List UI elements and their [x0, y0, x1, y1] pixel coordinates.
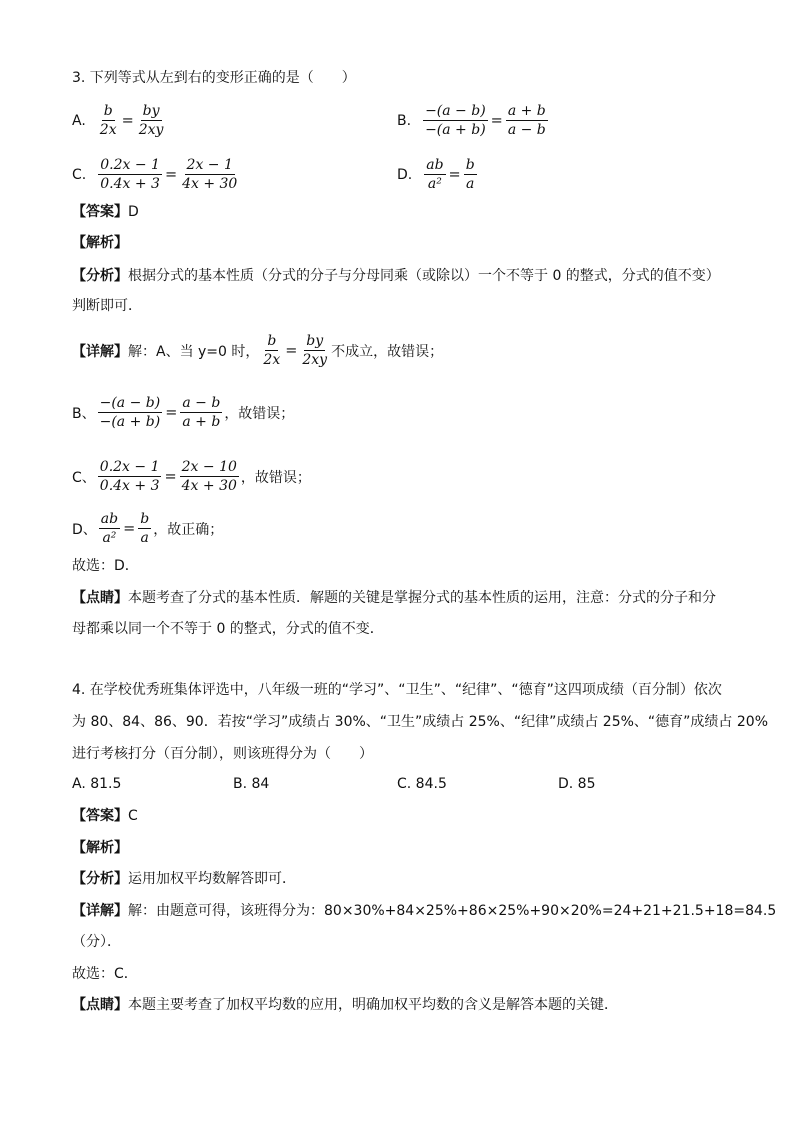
fraction	[424, 156, 445, 193]
detail-a-suffix: 不成立，故错误；	[331, 343, 444, 360]
fenxi-tag: 【分析】	[72, 871, 128, 887]
q3-analysis-tag: 【解析】	[72, 235, 128, 251]
q4-choice-b: B. 84	[233, 776, 270, 792]
q3-stem: 3. 下列等式从左到右的变形正确的是（ ）	[72, 70, 356, 86]
q4-choose: 故选：C．	[72, 966, 138, 982]
q3-choose: 故选：D．	[72, 558, 139, 574]
fraction	[180, 156, 239, 193]
dianjing-text: 本题考查了分式的基本性质．解题的关键是掌握分式的基本性质的运用，注意：分式的分子和分	[128, 590, 716, 606]
denominator: 2x	[99, 122, 117, 138]
q3-option-d: D. $\frac{ab}{\text{a²}}$ = $\frac{b}{a}$	[397, 157, 475, 192]
fraction	[180, 458, 239, 495]
option-label: D.	[397, 166, 413, 183]
detail-tag: 【详解】	[72, 343, 128, 360]
q4-stem-2: 为 80、84、86、90．若按“学习”成绩占 30%、“卫生”成绩占 25%、“纪律”成绩占 25%、“德育”成绩占 20%	[72, 714, 768, 730]
denominator: 0.4x + 3	[99, 478, 160, 494]
option-label: B.	[397, 112, 412, 129]
numerator: by	[142, 103, 160, 119]
answer-value: D	[128, 204, 139, 220]
fraction	[464, 156, 477, 193]
fenxi-text: 运用加权平均数解答即可．	[128, 871, 296, 887]
detail-d-suffix: ，故正确；	[153, 521, 224, 538]
q4-choice-a: A. 81.5	[72, 776, 122, 792]
q3-fenxi-cont: 判断即可．	[72, 298, 142, 314]
denominator: 2x	[263, 352, 281, 368]
denominator: 2xy	[138, 122, 164, 138]
detail-d-prefix: D、	[72, 521, 97, 538]
q4-detail-cont: （分）．	[72, 934, 121, 950]
q4-choice-c: C. 84.5	[397, 776, 447, 792]
fraction	[180, 394, 222, 431]
q4-dianjing	[72, 995, 618, 1015]
numerator: −(a − b)	[99, 395, 161, 411]
answer-value: C	[128, 808, 138, 824]
q4-stem-1: 4. 在学校优秀班集体评选中，八年级一班的“学习”、“卫生”、“纪律”、“德育”这四项成绩（百分制）依次	[72, 682, 722, 698]
numerator: b	[267, 333, 277, 349]
q4-analysis-tag: 【解析】	[72, 840, 128, 856]
denominator: a − b	[507, 122, 546, 138]
answer-tag: 【答案】	[72, 204, 128, 220]
denominator: 4x + 30	[181, 478, 237, 494]
numerator: a + b	[507, 103, 546, 119]
denominator: 4x + 30	[182, 176, 238, 192]
numerator: −(a − b)	[425, 103, 486, 119]
denominator: a²	[102, 530, 117, 546]
q3-fenxi	[72, 266, 720, 286]
dianjing-tag: 【点睛】	[72, 997, 128, 1013]
numerator: 2x − 10	[181, 459, 237, 475]
numerator: ab	[426, 157, 444, 173]
q4-fenxi	[72, 869, 296, 889]
numerator: b	[465, 157, 475, 173]
fraction	[98, 156, 162, 193]
fenxi-tag: 【分析】	[72, 268, 128, 284]
fraction	[261, 332, 282, 369]
denominator: a	[140, 530, 149, 546]
numerator: by	[306, 333, 324, 349]
answer-tag: 【答案】	[72, 808, 128, 824]
detail-text: 解：由题意可得，该班得分为：80×30%+84×25%+86×25%+90×20%=24+21+21.5+18=84.5	[128, 903, 777, 919]
detail-c-suffix: ，故错误；	[240, 469, 311, 486]
fraction	[98, 394, 163, 431]
denominator: −(a + b)	[99, 414, 161, 430]
detail-c-prefix: C、	[72, 469, 96, 486]
denominator: 0.4x + 3	[100, 176, 160, 192]
detail-b-prefix: B、	[72, 405, 96, 422]
denominator: a	[466, 176, 475, 192]
denominator: a + b	[182, 414, 221, 430]
numerator: 2x − 1	[186, 157, 233, 173]
q4-detail	[72, 901, 776, 921]
dianjing-tag: 【点睛】	[72, 590, 128, 606]
q3-detail-c: C、 $\frac{0.2x - 1}{0.4x + 3}$ = $\frac{2x - 10}{4x + 30}$ ，故错误；	[72, 459, 311, 494]
numerator: b	[103, 103, 113, 119]
option-label: C.	[72, 166, 87, 183]
dianjing-text: 本题主要考查了加权平均数的应用，明确加权平均数的含义是解答本题的关键．	[128, 997, 618, 1013]
q3-detail-a: 【详解】 解：A、当 y=0 时， $\frac{b}{2x}$ = $\frac{by}{2xy}$ 不成立，故错误；	[72, 333, 444, 368]
numerator: 0.2x − 1	[100, 157, 160, 173]
fraction	[98, 102, 119, 139]
q3-option-a: A. $\frac{b}{2x}$ = $\frac{by}{2xy}$	[72, 103, 164, 138]
q4-choice-d: D. 85	[558, 776, 596, 792]
q3-option-b: B. $\frac{-(a - b)}{-(a + b)}$ = $\frac{a + b}{a - b}$	[397, 103, 546, 138]
detail-tag: 【详解】	[72, 903, 128, 919]
fraction	[423, 102, 488, 139]
fraction	[138, 510, 151, 547]
numerator: ab	[100, 511, 119, 527]
detail-a-prefix: 解：A、当 y=0 时，	[128, 343, 260, 360]
fraction	[98, 458, 162, 495]
denominator: a²	[427, 176, 442, 192]
q3-option-c: C. $\frac{0.2x - 1}{0.4x + 3}$ = $\frac{2x - 1}{4x + 30}$	[72, 157, 238, 192]
q3-dianjing	[72, 588, 716, 608]
q3-dianjing-cont: 母都乘以同一个不等于 0 的整式，分式的值不变．	[72, 621, 384, 637]
denominator: −(a + b)	[425, 122, 486, 138]
fenxi-text: 根据分式的基本性质（分式的分子与分母同乘（或除以）一个不等于 0 的整式，分式的值不变）	[128, 268, 720, 284]
detail-b-suffix: ，故错误；	[224, 405, 295, 422]
q4-stem-3: 进行考核打分（百分制），则该班得分为（ ）	[72, 746, 373, 762]
numerator: a − b	[182, 395, 221, 411]
q4-answer	[72, 806, 138, 826]
fraction	[137, 102, 166, 139]
q3-detail-d: D、 $\frac{ab}{\text{a²}}$ = $\frac{b}{a}$ ，故正确；	[72, 511, 224, 546]
numerator: 0.2x − 1	[99, 459, 160, 475]
q3-detail-b: B、 $\frac{-(a - b)}{-(a + b)}$ = $\frac{a - b}{a + b}$ ，故错误；	[72, 395, 295, 430]
fraction	[506, 102, 548, 139]
option-label: A.	[72, 112, 86, 129]
denominator: 2xy	[302, 352, 328, 368]
numerator: b	[140, 511, 150, 527]
fraction	[300, 332, 329, 369]
fraction	[99, 510, 120, 547]
q3-answer	[72, 202, 139, 222]
